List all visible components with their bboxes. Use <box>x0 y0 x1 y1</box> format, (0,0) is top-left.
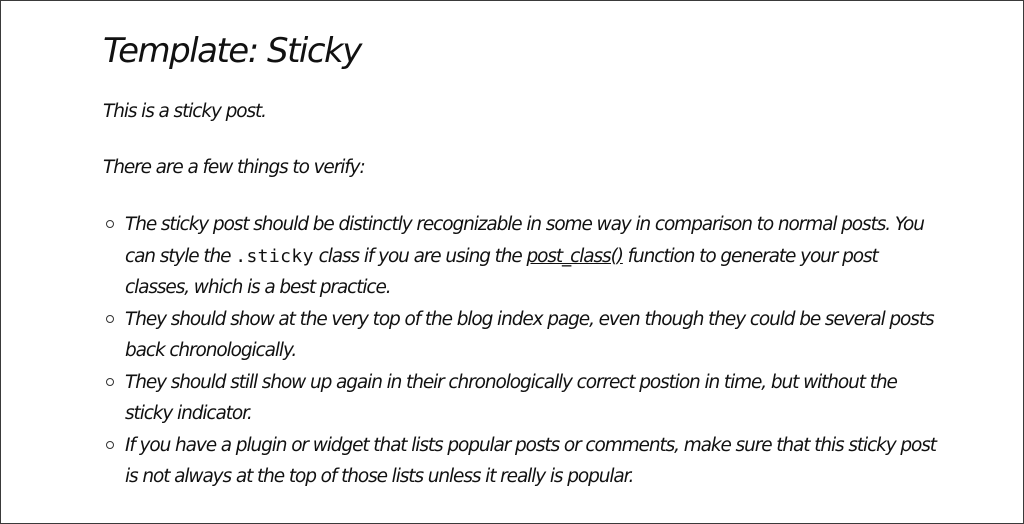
list-item <box>103 430 943 493</box>
sticky-post-article <box>103 27 943 493</box>
list-item-text: class if you are using the <box>313 245 527 267</box>
intro-paragraph: This is a sticky post. <box>103 101 266 122</box>
verification-list <box>103 209 943 493</box>
circle-bullet-icon <box>106 441 114 449</box>
sticky-class-code: .sticky <box>235 245 314 267</box>
post-class-function-link[interactable]: post_class() <box>526 245 623 267</box>
list-item-text: They should show at the very top of the blog index page, even though they could be several posts back chronologically. <box>125 308 934 361</box>
list-item <box>103 304 943 367</box>
list-item <box>103 209 943 304</box>
verify-lead-paragraph: There are a few things to verify: <box>103 157 365 178</box>
list-item <box>103 367 943 430</box>
circle-bullet-icon <box>106 220 114 228</box>
list-item-text: function to generate your post classes, which is a best practice. <box>125 245 878 298</box>
post-title: Template: Sticky <box>103 31 361 71</box>
circle-bullet-icon <box>106 378 114 386</box>
list-item-text: They should still show up again in their chronologically correct postion in time, but without the sticky indicator. <box>125 371 897 424</box>
circle-bullet-icon <box>106 315 114 323</box>
list-item-text: The sticky post should be distinctly recognizable in some way in comparison to normal posts. You can style the <box>125 214 924 267</box>
list-item-text: If you have a plugin or widget that lists popular posts or comments, make sure that this sticky post is not always at the top of those lists unless it really is popular. <box>125 434 936 487</box>
